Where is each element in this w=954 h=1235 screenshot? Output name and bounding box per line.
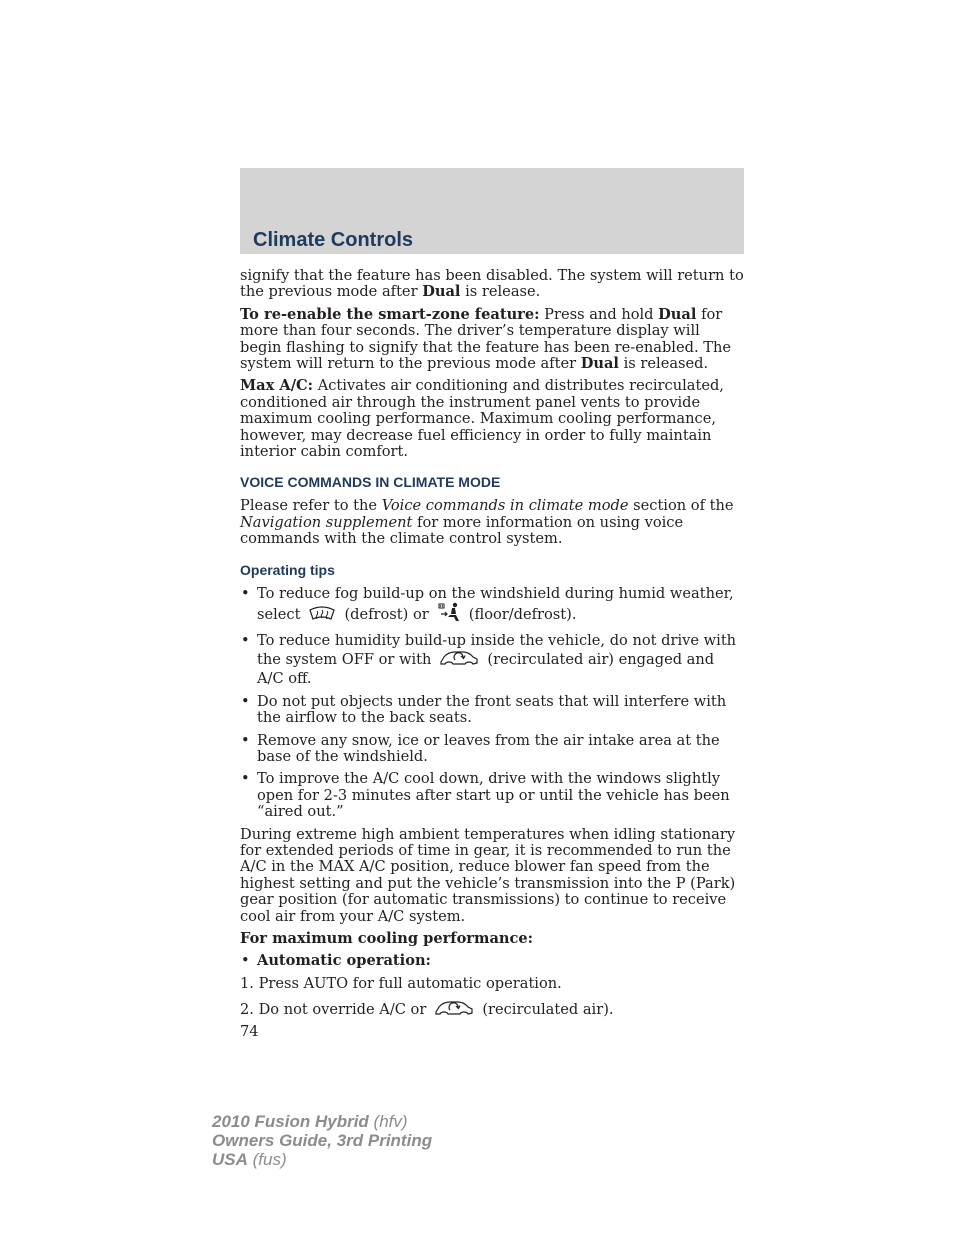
list-item: • To reduce fog build-up on the windshield during humid weather, select (defrost) or (floor/defrost).: [240, 586, 744, 627]
max-cooling-heading: For maximum cooling performance:: [240, 930, 534, 947]
paragraph-reenable: To re-enable the smart-zone feature: Press and hold Dual for more than four seconds. The driver’s temperature display will begin flashing to signify that the feature has been re-enabled. The system will return to the previous mode after Dual is released.: [240, 305, 731, 373]
list-item: • Remove any snow, ice or leaves from the air intake area at the base of the windshield.: [240, 733, 744, 766]
list-item: • To reduce humidity build-up inside the vehicle, do not drive with the system OFF or with (recirculated air) engaged and A/C off.: [240, 633, 744, 688]
tips-list: [240, 586, 744, 821]
auto-operation-list: [240, 953, 744, 969]
footer-line-3: USA (fus): [212, 1150, 287, 1169]
recirculated-air-icon: [439, 649, 479, 671]
step-2: 2. Do not override A/C or (recirculated air).: [240, 999, 744, 1021]
paragraph-extreme-temps: During extreme high ambient temperatures when idling stationary for extended periods of time in gear, it is recommended to run the A/C in the MAX A/C position, reduce blower fan speed from the highest setting and put the vehicle’s transmission into the P (Park) gear position (for automatic transmissions) to continue to receive cool air from your A/C system.: [240, 825, 736, 925]
list-item: • Do not put objects under the front seats that will interfere with the airflow to the back seats.: [240, 694, 744, 727]
max-ac-lead: Max A/C:: [240, 377, 314, 395]
reenable-lead: To re-enable the smart-zone feature:: [240, 305, 540, 323]
list-item: • Automatic operation:: [240, 953, 744, 969]
floor-defrost-icon: [437, 602, 461, 626]
paragraph-max-ac: Max A/C: Activates air conditioning and distributes recirculated, conditioned air through the instrument panel vents to provide maximum cooling performance. Maximum cooling performance, however, may decrease fuel efficiency in order to fully maintain interior cabin comfort.: [240, 377, 724, 461]
paragraph-voice: Please refer to the Voice commands in climate mode section of the Navigation supplement for more information on using voice commands with the climate control system.: [240, 497, 734, 548]
defrost-icon: [308, 605, 336, 626]
list-item: • To improve the A/C cool down, drive with the windows slightly open for 2-3 minutes after start up or until the vehicle has been “aired out.”: [240, 771, 744, 820]
paragraph-disabled: signify that the feature has been disabled. The system will return to the previous mode after Dual is release.: [240, 267, 744, 301]
voice-commands-heading: VOICE COMMANDS IN CLIMATE MODE: [240, 474, 501, 491]
step-1: 1. Press AUTO for full automatic operation.: [240, 974, 562, 992]
footer-imprint: [212, 1112, 432, 1169]
page-number: 74: [240, 1022, 259, 1040]
recirculated-air-icon: [434, 999, 474, 1021]
footer-line-1: 2010 Fusion Hybrid (hfv): [212, 1112, 408, 1131]
footer-line-2: Owners Guide, 3rd Printing: [212, 1131, 433, 1150]
section-title: Climate Controls: [253, 229, 414, 251]
operating-tips-heading: Operating tips: [240, 561, 335, 578]
page-content: [240, 268, 744, 1040]
